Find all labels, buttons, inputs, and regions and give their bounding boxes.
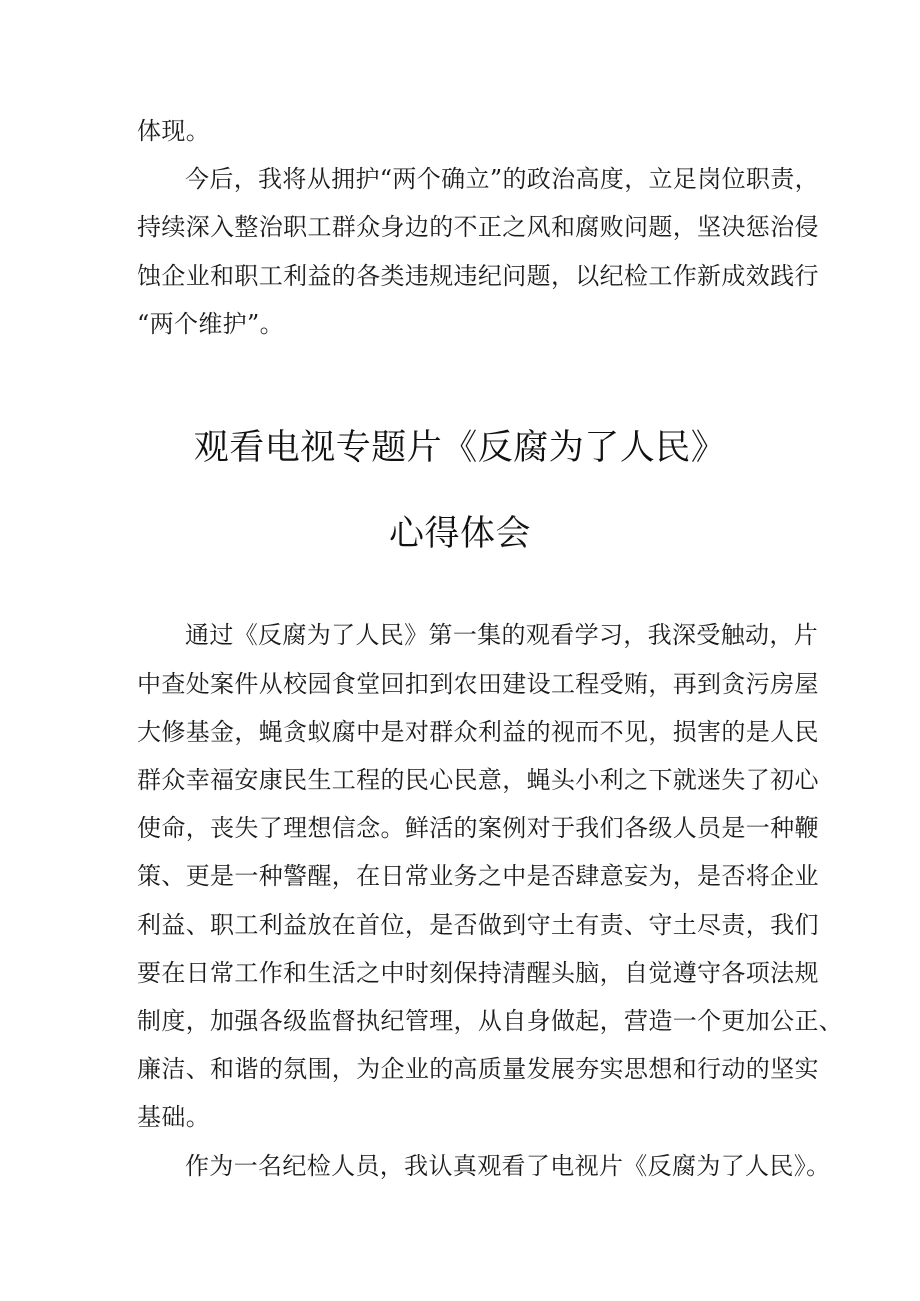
text-line: 今后，我将从拥护“两个确立”的政治高度，立足岗位职责， bbox=[185, 165, 819, 193]
text-line: 利益、职工利益放在首位，是否做到守土有责、守土尽责，我们 bbox=[137, 911, 819, 939]
text-line: 策、更是一种警醒，在日常业务之中是否肆意妄为，是否将企业 bbox=[137, 862, 819, 890]
text-line: 体现。 bbox=[137, 117, 211, 145]
text-line: 廉洁、和谐的氛围，为企业的高质量发展夯实思想和行动的坚实 bbox=[137, 1055, 819, 1083]
text-line: 使命，丧失了理想信念。鲜活的案例对于我们各级人员是一种鞭 bbox=[137, 814, 819, 842]
document-subtitle: 心得体会 bbox=[388, 514, 531, 554]
text-line: 基础。 bbox=[137, 1103, 211, 1131]
text-line: 大修基金，蝇贪蚁腐中是对群众利益的视而不见，损害的是人民 bbox=[137, 718, 819, 746]
text-line: 群众幸福安康民生工程的民心民意，蝇头小利之下就迷失了初心 bbox=[137, 766, 819, 794]
text-line: 中查处案件从校园食堂回扣到农田建设工程受贿，再到贪污房屋 bbox=[137, 670, 819, 698]
text-line: 要在日常工作和生活之中时刻保持清醒头脑，自觉遵守各项法规 bbox=[137, 959, 819, 987]
document-title: 观看电视专题片《反腐为了人民》 bbox=[193, 428, 727, 468]
text-line: 作为一名纪检人员，我认真观看了电视片《反腐为了人民》。 bbox=[185, 1152, 831, 1180]
text-line: “两个维护”。 bbox=[137, 310, 284, 338]
text-line: 通过《反腐为了人民》第一集的观看学习，我深受触动，片 bbox=[185, 621, 819, 649]
text-line: 蚀企业和职工利益的各类违规违纪问题，以纪检工作新成效践行 bbox=[137, 262, 819, 290]
text-line: 持续深入整治职工群众身边的不正之风和腐败问题，坚决惩治侵 bbox=[137, 213, 819, 241]
text-line: 制度，加强各级监督执纪管理，从自身做起，营造一个更加公正、 bbox=[137, 1007, 844, 1035]
